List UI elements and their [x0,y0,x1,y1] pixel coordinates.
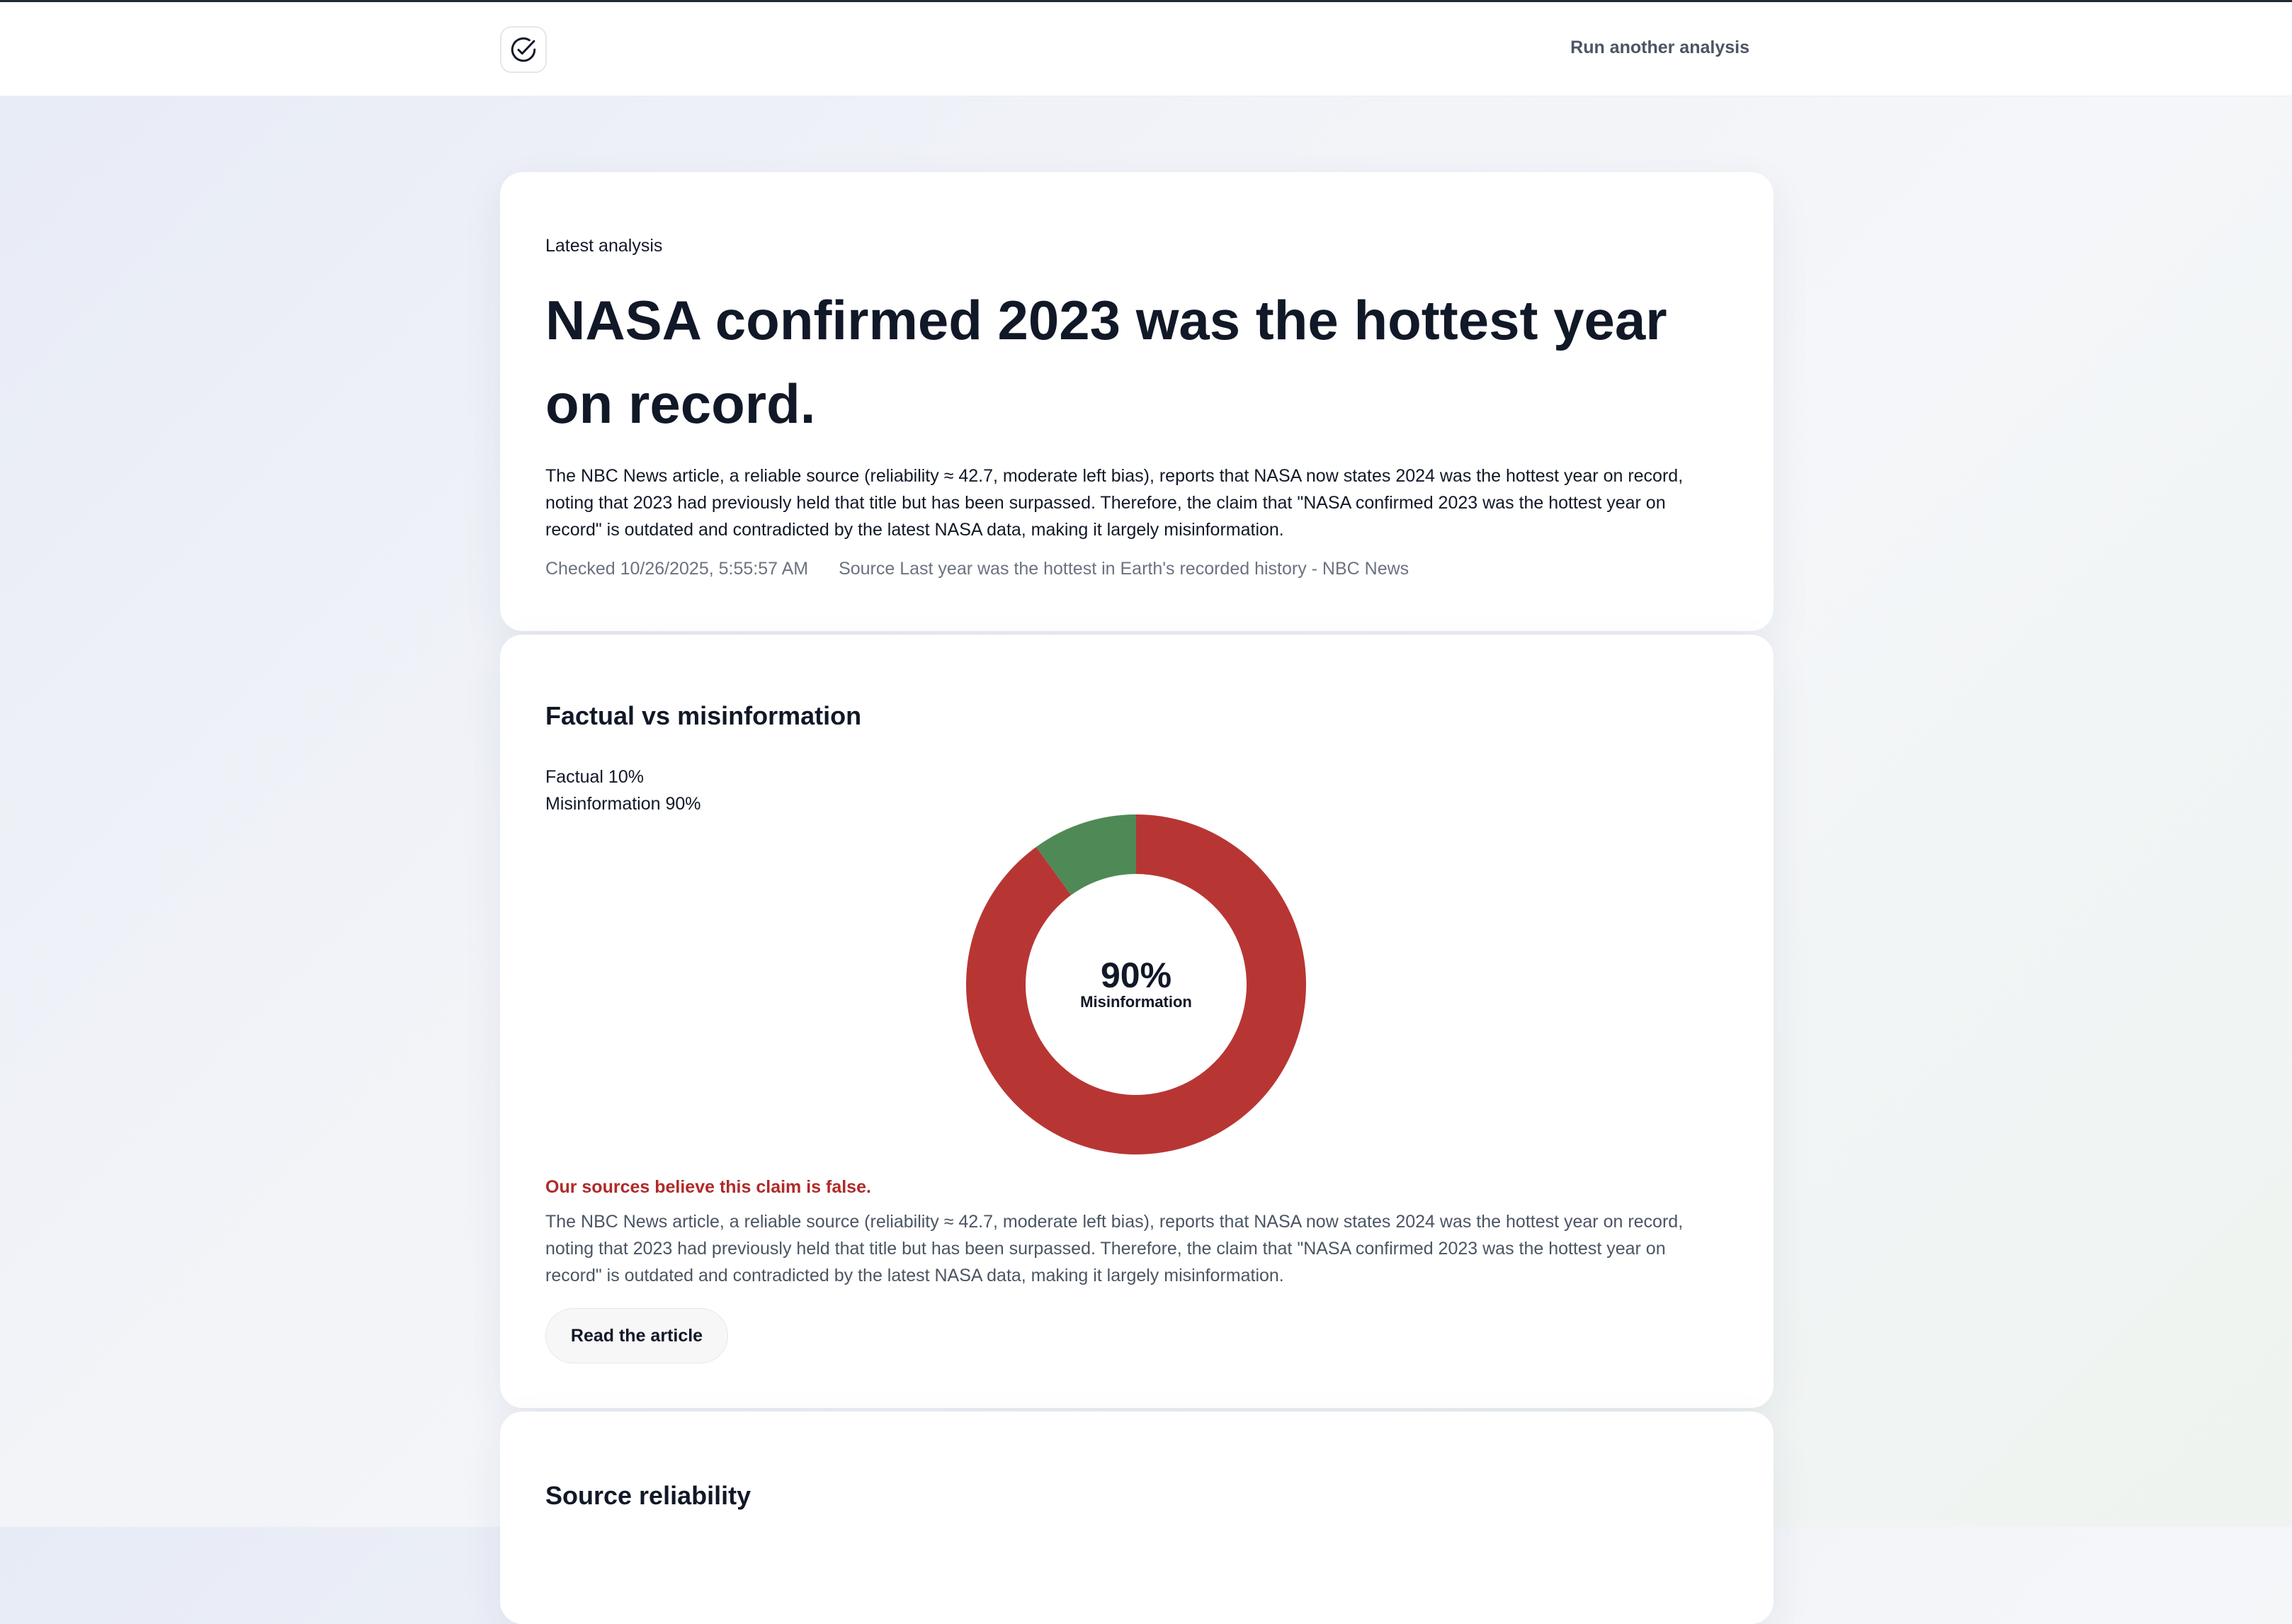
chart-legend [545,763,701,817]
claim-headline: NASA confirmed 2023 was the hottest year on record. [545,289,1667,435]
read-article-button[interactable]: Read the article [545,1308,728,1363]
home-logo-button[interactable] [500,26,547,73]
latest-analysis-card [500,172,1774,631]
verdict-reason: The NBC News article, a reliable source (reliability ≈ 42.7, moderate left bias), reports that NASA now states 2024 was the hottest year on record, noting that 2023 had previously held that title but has been surpassed. Therefore, the claim that "NASA confirmed 2023 was the hottest year on record" is outdated and contradicted by the latest NASA data, making it largely misinformation. [545,1212,1684,1285]
checked-timestamp: Checked 10/26/2025, 5:55:57 AM [545,559,809,579]
run-another-analysis-link[interactable]: Run another analysis [1570,38,1749,57]
legend-misinformation: Misinformation 90% [545,794,701,814]
source-reference: Source Last year was the hottest in Earth's recorded history - NBC News [839,559,1409,579]
donut-chart [965,813,1307,1156]
legend-factual: Factual 10% [545,767,644,787]
donut-center [965,813,1307,1156]
section-title: Factual vs misinformation [545,701,862,730]
check-circle-icon [509,35,538,64]
source-reliability-card [500,1412,1774,1624]
verdict-text: Our sources believe this claim is false. [545,1177,871,1197]
eyebrow-label: Latest analysis [545,236,663,256]
donut-center-label: Misinformation [1080,993,1192,1011]
factual-vs-misinformation-card [500,635,1774,1408]
donut-center-value: 90% [1100,955,1172,995]
analysis-summary: The NBC News article, a reliable source (reliability ≈ 42.7, moderate left bias), reports that NASA now states 2024 was the hottest year on record, noting that 2023 had previously held that title but has been surpassed. Therefore, the claim that "NASA confirmed 2023 was the hottest year on record" is outdated and contradicted by the latest NASA data, making it largely misinformation. [545,466,1684,540]
section-title: Source reliability [545,1481,751,1510]
app-header [0,2,2292,96]
analysis-meta [545,559,1409,579]
